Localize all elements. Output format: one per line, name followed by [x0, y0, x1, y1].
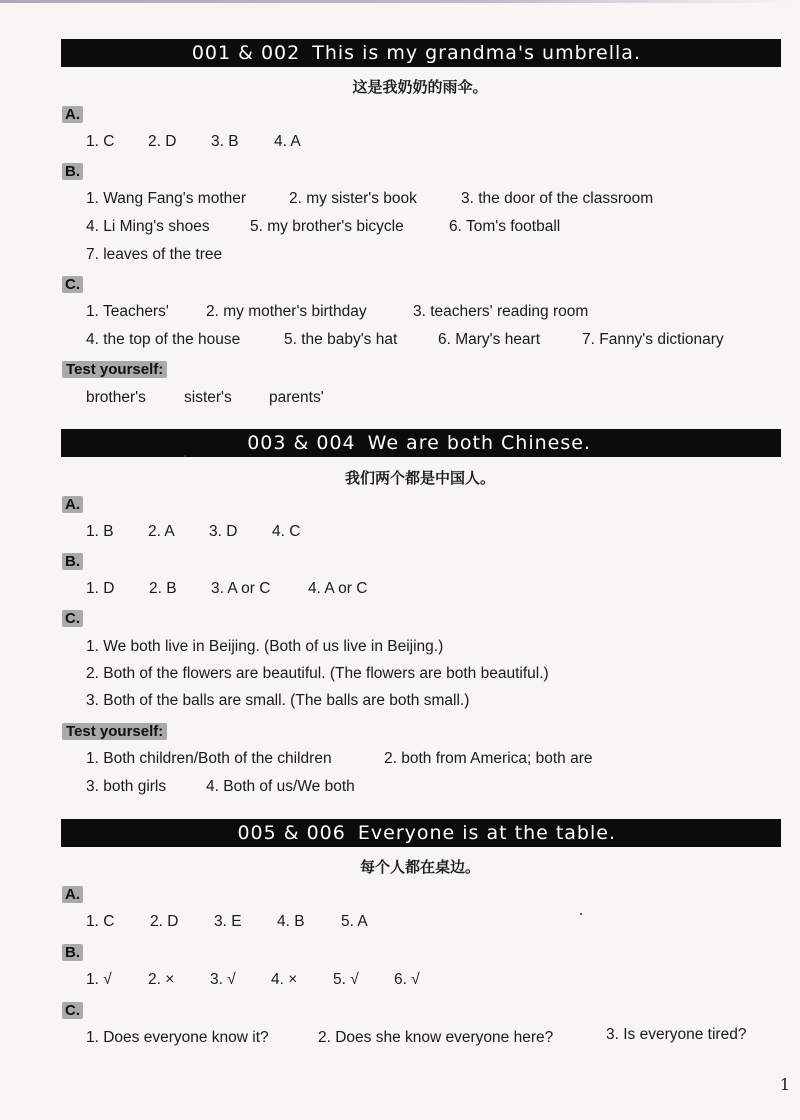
exercise-b-label: B.	[62, 163, 83, 180]
answer: 2. B	[149, 580, 177, 597]
exercise-c-label: C.	[62, 1002, 83, 1019]
answer: 2. both from America; both are	[384, 750, 593, 767]
answer: 2. ×	[148, 971, 175, 988]
answer: 3. E	[214, 913, 242, 930]
answer: 4. Both of us/We both	[206, 778, 355, 795]
section-number: 003 & 004	[247, 432, 356, 454]
answer: 3. √	[210, 971, 236, 988]
answer: brother's	[86, 389, 146, 406]
section-title: Everyone is at the table.	[357, 822, 616, 844]
answer: 5. my brother's bicycle	[250, 218, 404, 235]
section-header-001-002	[61, 39, 781, 67]
answer: 1. Teachers'	[86, 303, 169, 320]
answer: 2. Does she know everyone here?	[318, 1029, 554, 1046]
answer: 1. B	[86, 523, 114, 540]
answer: 5. A	[341, 913, 368, 930]
answer: 6. √	[394, 971, 420, 988]
section-chinese-title: 我们两个都是中国人。	[344, 469, 495, 487]
exercise-c-label: C.	[62, 276, 83, 293]
test-yourself-label: Test yourself:	[62, 361, 167, 378]
print-speck	[184, 455, 186, 457]
section-chinese-title: 这是我奶奶的雨伞。	[352, 78, 488, 96]
section-header-003-004	[61, 429, 781, 457]
top-edge-line	[0, 0, 800, 3]
answer: 2. my sister's book	[289, 190, 417, 207]
exercise-c-label: C.	[62, 610, 83, 627]
answer: 7. leaves of the tree	[86, 246, 223, 263]
answer: 4. A	[274, 133, 301, 150]
section-title: We are both Chinese.	[367, 432, 591, 454]
answer: 4. A or C	[308, 580, 368, 597]
section-chinese-title: 每个人都在桌边。	[359, 858, 480, 876]
exercise-c-answer: 2. Both of the flowers are beautiful. (The flowers are both beautiful.)	[86, 665, 549, 682]
answer: 4. B	[277, 913, 305, 930]
answer: 3. B	[211, 133, 239, 150]
exercise-a-label: A.	[62, 496, 83, 513]
answer: 4. ×	[271, 971, 298, 988]
exercise-b-label: B.	[62, 553, 83, 570]
page-number: 1	[779, 1075, 790, 1094]
answer: 5. the baby's hat	[284, 331, 398, 348]
answer: parents'	[269, 389, 324, 406]
exercise-c-answer: 3. Both of the balls are small. (The balls are both small.)	[86, 692, 470, 709]
answer: 2. D	[148, 133, 177, 150]
answer: 5. √	[333, 971, 359, 988]
answer: 1. Both children/Both of the children	[86, 750, 332, 767]
section-header-005-006	[61, 819, 781, 847]
answer: 4. the top of the house	[86, 331, 241, 348]
section-number: 005 & 006	[237, 822, 346, 844]
answer: 2. A	[148, 523, 175, 540]
section-number: 001 & 002	[191, 42, 301, 64]
exercise-b-label: B.	[62, 944, 83, 961]
answer: 1. C	[86, 913, 115, 930]
test-yourself-label: Test yourself:	[62, 723, 167, 740]
exercise-a-label: A.	[62, 106, 83, 123]
answer: 6. Tom's football	[449, 218, 561, 235]
answer: 1. Wang Fang's mother	[86, 190, 247, 207]
answer: 1. Does everyone know it?	[86, 1029, 269, 1046]
exercise-a-label: A.	[62, 886, 83, 903]
answer: 1. D	[86, 580, 115, 597]
answer: 3. A or C	[211, 580, 271, 597]
answer: sister's	[184, 389, 232, 406]
answer: 3. the door of the classroom	[461, 190, 654, 207]
answer: 2. D	[150, 913, 179, 930]
answer: 3. Is everyone tired?	[606, 1026, 747, 1043]
answer: 3. teachers' reading room	[413, 303, 589, 320]
answer: 4. C	[272, 523, 301, 540]
answer: 2. my mother's birthday	[206, 303, 367, 320]
answer: 7. Fanny's dictionary	[582, 331, 724, 348]
answer: 3. D	[209, 523, 238, 540]
section-title: This is my grandma's umbrella.	[312, 42, 641, 64]
answer: 3. both girls	[86, 778, 167, 795]
answer: 4. Li Ming's shoes	[86, 218, 210, 235]
answer: 1. √	[86, 971, 112, 988]
print-speck	[580, 913, 582, 915]
answer: 1. C	[86, 133, 115, 150]
answer: 6. Mary's heart	[438, 331, 541, 348]
exercise-c-answer: 1. We both live in Beijing. (Both of us live in Beijing.)	[86, 638, 444, 655]
